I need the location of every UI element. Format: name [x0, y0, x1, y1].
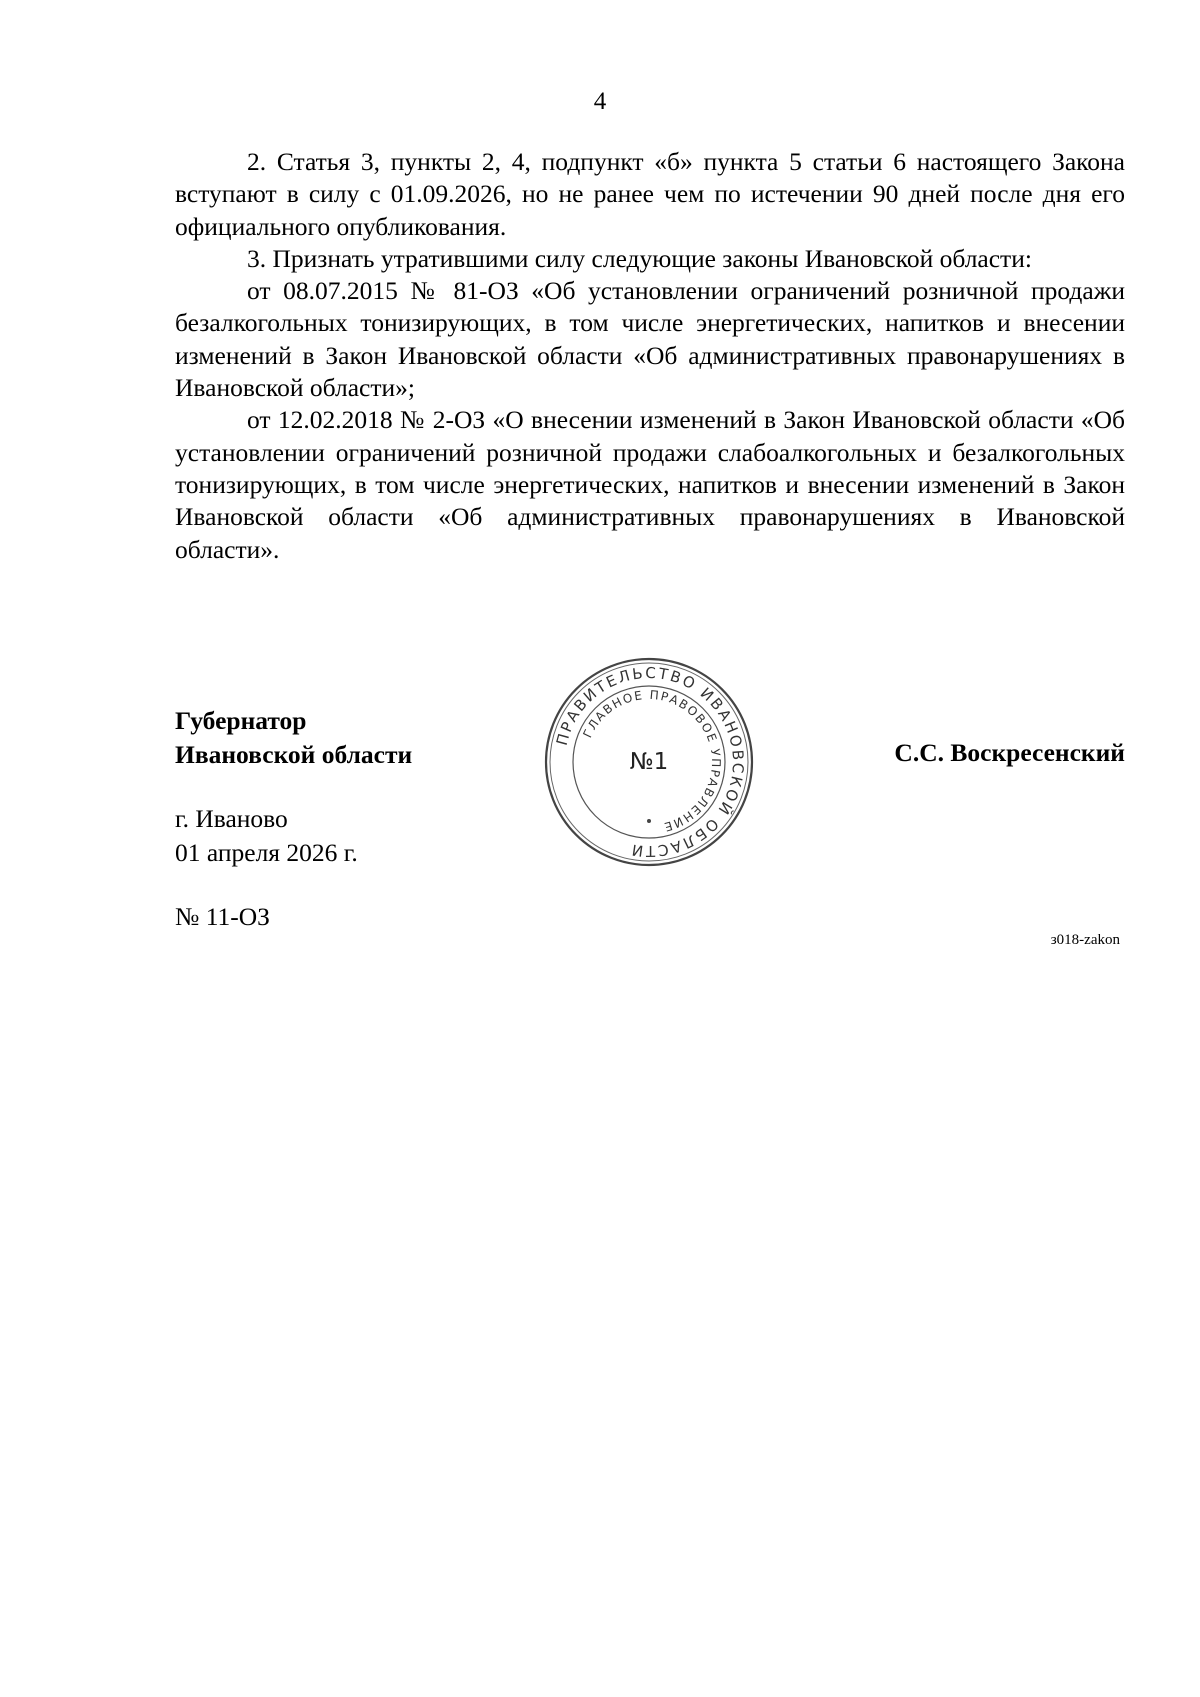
seal-center-number: №1 [629, 749, 669, 775]
document-code: з018-zakon [1050, 932, 1120, 948]
seal-outer-text: ПРАВИТЕЛЬСТВО ИВАНОВСКОЙ ОБЛАСТИ [552, 663, 748, 861]
page-number: 4 [593, 88, 607, 115]
seal-inner-text: ГЛАВНОЕ ПРАВОВОЕ УПРАВЛЕНИЕ [580, 687, 724, 835]
repealed-law-2018: от 12.02.2018 № 2-ОЗ «О внесении изменений в Закон Ивановской области «Об установлении ограничений розничной продажи слабоалкогольных и безалкогольных тонизирующих, в том числе энергетических, напитков и внесении изменений в Закон Ивановской области «Об административных правонарушениях в Ивановской области». [175, 405, 1125, 564]
seal-dot [647, 819, 651, 823]
repealed-law-2015: от 08.07.2015 № 81-ОЗ «Об установлении ограничений розничной продажи безалкогольных тонизирующих, в том числе энергетических, напитков и внесении изменений в Закон Ивановской области «Об административных правонарушениях в Ивановской области»; [175, 276, 1125, 403]
signatory-title-line1: Губернатор [175, 706, 307, 735]
signatory-title-line2: Ивановской области [175, 740, 413, 769]
signing-date: 01 апреля 2026 г. [175, 838, 358, 867]
official-seal [542, 655, 756, 869]
signatory-name: С.С. Воскресенский [894, 738, 1125, 767]
signatory-title [175, 704, 412, 772]
place-of-signing: г. Иваново [175, 804, 288, 833]
document-body [175, 146, 1125, 566]
paragraph-2: 2. Статья 3, пункты 2, 4, подпункт «б» пункта 5 статьи 6 настоящего Закона вступают в силу с 01.09.2026, но не ранее чем по истечении 90 дней после дня его официального опубликования. [175, 147, 1125, 241]
paragraph-3: 3. Признать утратившими силу следующие законы Ивановской области: [247, 243, 1032, 273]
act-number: № 11-ОЗ [175, 902, 270, 931]
place-and-date [175, 802, 358, 870]
